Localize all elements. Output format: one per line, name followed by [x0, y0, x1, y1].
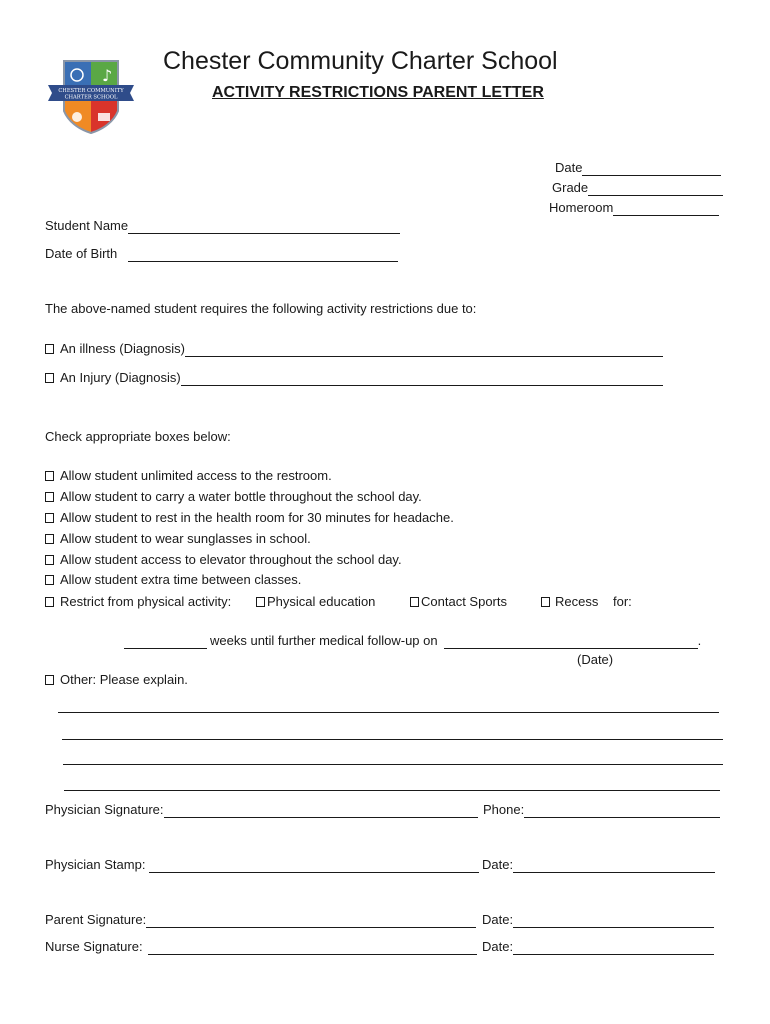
music-note-icon: ♪: [102, 66, 113, 85]
date-label: Date:: [482, 912, 514, 927]
explain-line[interactable]: [64, 790, 720, 791]
check-item[interactable]: [45, 468, 332, 484]
restriction-intro: The above-named student requires the following activity restrictions due to:: [45, 301, 477, 316]
physical-education-label: Physical education: [267, 594, 376, 609]
injury-checkbox[interactable]: [45, 373, 54, 383]
physical-education-checkbox[interactable]: [256, 597, 265, 607]
grade-field[interactable]: [552, 180, 723, 196]
check-item-label: Allow student access to elevator throughout the school day.: [60, 552, 402, 567]
letter-title: ACTIVITY RESTRICTIONS PARENT LETTER: [212, 84, 544, 101]
restrict-physical-checkbox[interactable]: [45, 597, 54, 607]
recess-checkbox[interactable]: [541, 597, 550, 607]
recess-label: Recess: [555, 594, 599, 609]
dob-label: Date of Birth: [45, 246, 118, 261]
weeks-label: weeks until further medical follow-up on: [210, 633, 438, 648]
dob-field[interactable]: [45, 246, 398, 262]
phone-field[interactable]: [483, 802, 720, 818]
recess-option[interactable]: [541, 594, 598, 610]
check-item[interactable]: [45, 552, 402, 568]
stamp-date-field[interactable]: [482, 857, 715, 873]
injury-row[interactable]: [45, 370, 663, 386]
illness-checkbox[interactable]: [45, 344, 54, 354]
student-name-field[interactable]: [45, 218, 400, 234]
check-item-label: Allow student to rest in the health room for 30 minutes for headache.: [60, 510, 454, 525]
restrict-physical-label: Restrict from physical activity:: [60, 594, 232, 609]
parent-signature-field[interactable]: [45, 912, 476, 928]
check-item-label: Allow student to wear sunglasses in school.: [60, 531, 311, 546]
contact-sports-label: Contact Sports: [421, 594, 507, 609]
checkbox[interactable]: [45, 492, 54, 502]
other-checkbox[interactable]: [45, 675, 54, 685]
illness-label: An illness (Diagnosis): [60, 341, 185, 356]
check-item-label: Allow student to carry a water bottle throughout the school day.: [60, 489, 422, 504]
physician-signature-field[interactable]: [45, 802, 478, 818]
weeks-field[interactable]: [124, 635, 207, 649]
school-name: Chester Community Charter School: [163, 47, 558, 75]
check-item-label: Allow student unlimited access to the restroom.: [60, 468, 332, 483]
illness-row[interactable]: [45, 341, 663, 357]
check-item[interactable]: [45, 531, 311, 547]
other-label: Other: Please explain.: [60, 672, 188, 687]
other-row[interactable]: [45, 672, 188, 688]
date-caption: (Date): [577, 652, 614, 667]
phone-label: Phone:: [483, 802, 525, 817]
checkbox[interactable]: [45, 471, 54, 481]
date-label: Date: [555, 160, 583, 175]
explain-line[interactable]: [58, 712, 719, 713]
grade-label: Grade: [552, 180, 589, 195]
restrict-physical-row[interactable]: [45, 594, 231, 610]
nurse-date-field[interactable]: [482, 939, 714, 955]
apple-icon: [72, 112, 82, 122]
nurse-signature-field[interactable]: [45, 939, 477, 955]
checkbox[interactable]: [45, 575, 54, 585]
date-label: Date:: [482, 939, 514, 954]
checkbox[interactable]: [45, 513, 54, 523]
contact-sports-option[interactable]: [410, 594, 507, 610]
svg-text:CHARTER SCHOOL: CHARTER SCHOOL: [64, 94, 118, 101]
physician-signature-label: Physician Signature:: [45, 802, 164, 817]
followup-date-field[interactable]: [444, 635, 698, 649]
followup-row[interactable]: [124, 633, 701, 649]
homeroom-label: Homeroom: [549, 200, 614, 215]
parent-date-field[interactable]: [482, 912, 714, 928]
check-item[interactable]: [45, 572, 301, 588]
homeroom-field[interactable]: [549, 200, 719, 216]
explain-line[interactable]: [62, 739, 723, 740]
student-name-label: Student Name: [45, 218, 129, 233]
physician-stamp-label: Physician Stamp:: [45, 857, 146, 872]
checkbox[interactable]: [45, 534, 54, 544]
explain-line[interactable]: [63, 764, 723, 765]
injury-label: An Injury (Diagnosis): [60, 370, 181, 385]
check-item-label: Allow student extra time between classes.: [60, 572, 302, 587]
check-item[interactable]: [45, 510, 454, 526]
contact-sports-checkbox[interactable]: [410, 597, 419, 607]
physical-education-option[interactable]: [256, 594, 375, 610]
check-item[interactable]: [45, 489, 422, 505]
parent-signature-label: Parent Signature:: [45, 912, 147, 927]
date-label: Date:: [482, 857, 514, 872]
physician-stamp-field[interactable]: [45, 857, 479, 873]
checks-intro: Check appropriate boxes below:: [45, 429, 231, 444]
for-label: for:: [613, 594, 632, 609]
svg-text:CHESTER COMMUNITY: CHESTER COMMUNITY: [58, 88, 124, 94]
nurse-signature-label: Nurse Signature:: [45, 939, 143, 954]
school-crest-logo: [46, 55, 136, 137]
book-icon: [98, 113, 110, 121]
followup-period: .: [697, 633, 702, 648]
date-field[interactable]: [555, 160, 721, 176]
checkbox[interactable]: [45, 555, 54, 565]
